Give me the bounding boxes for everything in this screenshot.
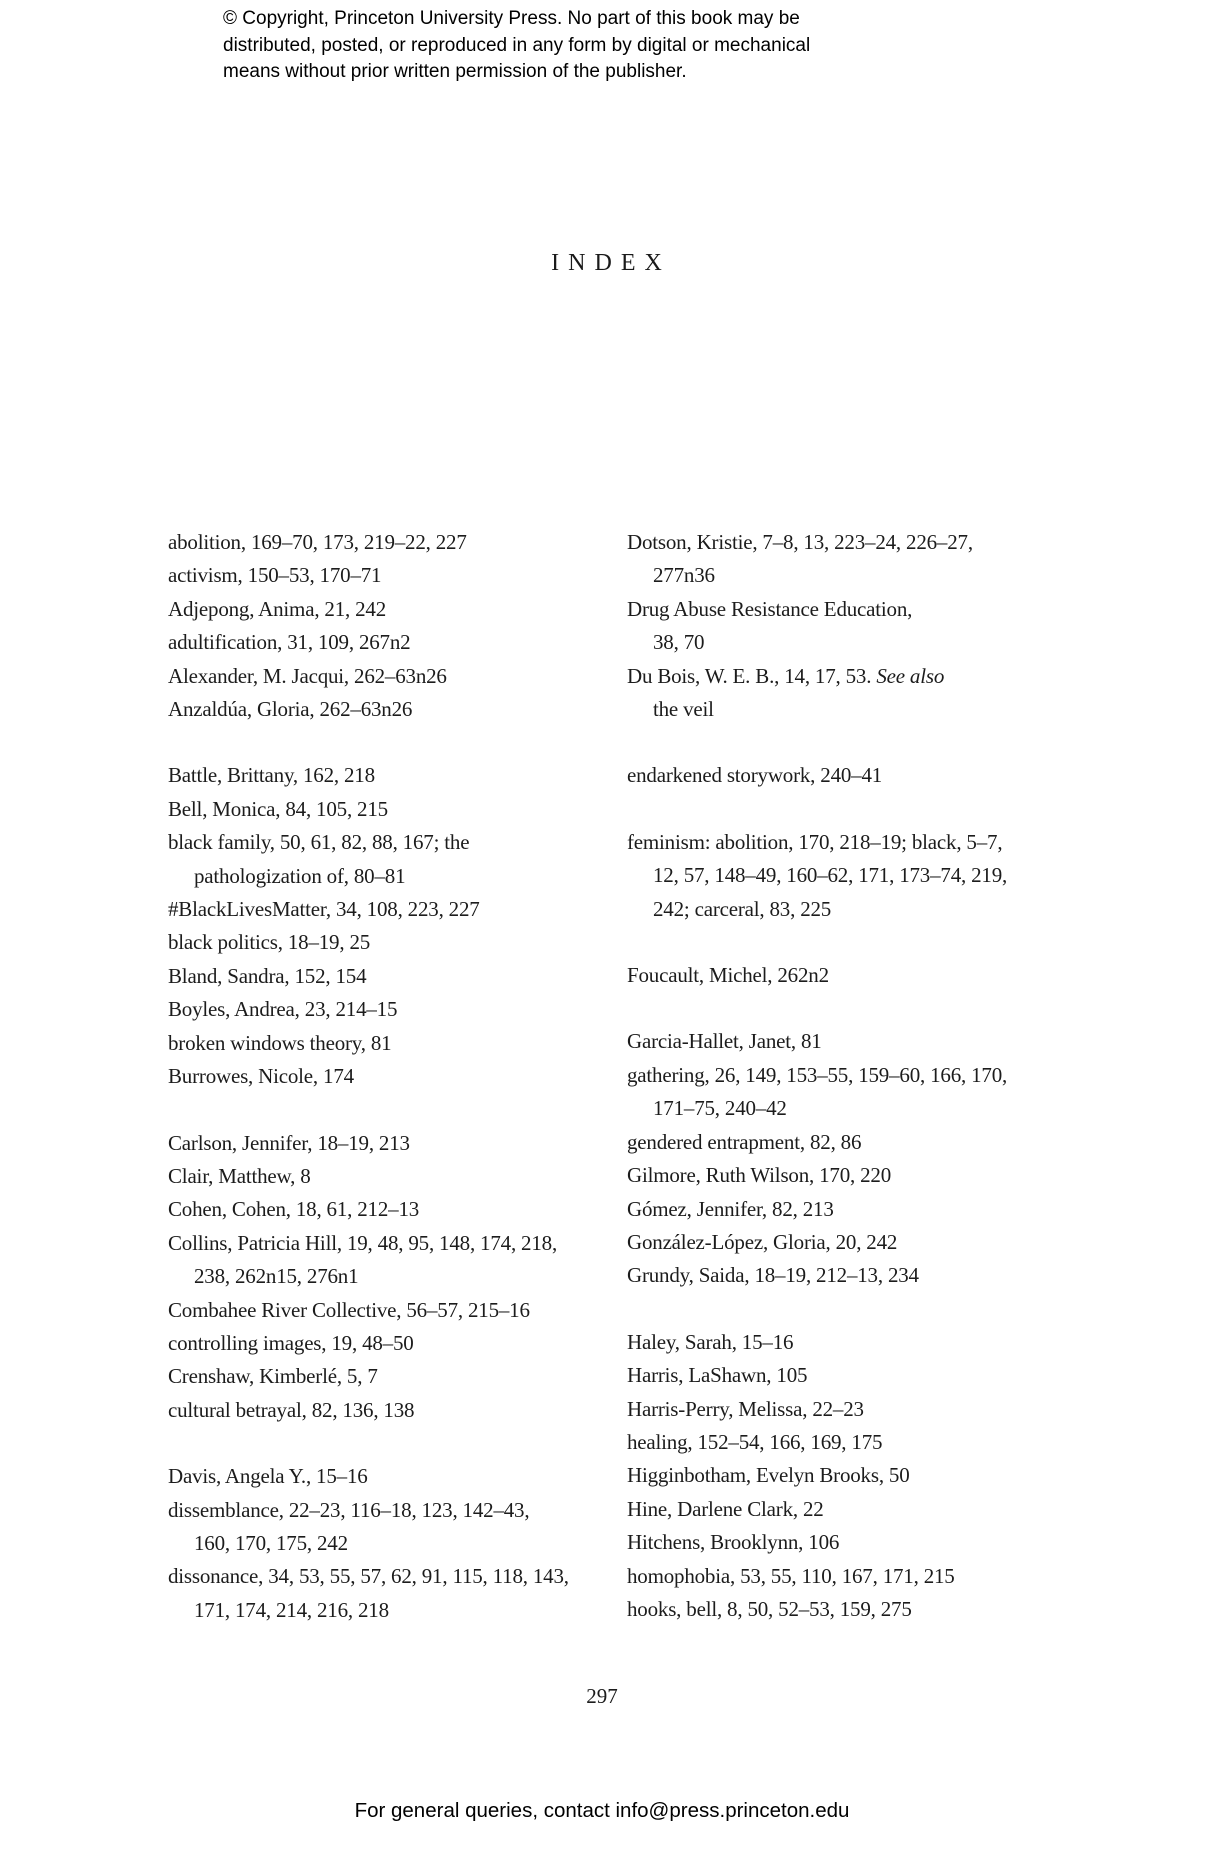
copyright-line: means without prior written permission of the publisher. [223, 61, 687, 82]
index-column-left [168, 526, 593, 1627]
index-entry: Bell, Monica, 84, 105, 215 [168, 796, 388, 821]
index-entry: cultural betrayal, 82, 136, 138 [168, 1397, 415, 1422]
index-entry-continuation: 238, 262n15, 276n1 [194, 1264, 359, 1289]
index-entry: gendered entrapment, 82, 86 [627, 1129, 862, 1154]
index-entry: abolition, 169–70, 173, 219–22, 227 [168, 530, 467, 554]
index-entry: healing, 152–54, 166, 169, 175 [627, 1429, 883, 1454]
index-entry-continuation: 171–75, 240–42 [653, 1096, 787, 1121]
index-group [168, 1460, 593, 1627]
index-entry: Grundy, Saida, 18–19, 212–13, 234 [627, 1263, 919, 1288]
index-entry: Bland, Sandra, 152, 154 [168, 963, 367, 988]
index-group [168, 759, 593, 1093]
index-group [627, 1326, 1067, 1627]
index-entry: Foucault, Michel, 262n2 [627, 963, 829, 988]
index-entry-continuation: 12, 57, 148–49, 160–62, 171, 173–74, 219, [653, 863, 1008, 888]
index-group [627, 826, 1067, 926]
index-group [627, 759, 1067, 792]
index-group [627, 526, 1067, 726]
index-entry-continuation: 160, 170, 175, 242 [194, 1530, 348, 1555]
index-entry: Burrowes, Nicole, 174 [168, 1064, 354, 1089]
index-entry: Harris, LaShawn, 105 [627, 1363, 808, 1388]
index-entry: #BlackLivesMatter, 34, 108, 223, 227 [168, 897, 480, 922]
footer-contact: For general queries, contact info@press.princeton.edu [354, 1799, 850, 1822]
index-entry: Combahee River Collective, 56–57, 215–16 [168, 1297, 530, 1322]
index-entry: adultification, 31, 109, 267n2 [168, 630, 411, 655]
index-entry: Collins, Patricia Hill, 19, 48, 95, 148, 174, 218, [168, 1230, 557, 1255]
index-entry: Battle, Brittany, 162, 218 [168, 763, 375, 788]
copyright-line: © Copyright, Princeton University Press. No part of this book may be [223, 8, 800, 29]
index-entry: Gilmore, Ruth Wilson, 170, 220 [627, 1163, 892, 1188]
index-column-right [627, 526, 1067, 1626]
index-group [168, 1127, 593, 1428]
index-entry: Carlson, Jennifer, 18–19, 213 [168, 1130, 410, 1155]
index-entry: Drug Abuse Resistance Education, [627, 596, 913, 621]
index-group [627, 1025, 1067, 1292]
copyright-notice [223, 6, 810, 86]
page-title: INDEX [551, 250, 671, 276]
index-entry: dissemblance, 22–23, 116–18, 123, 142–43, [168, 1497, 530, 1522]
index-entry: Higginbotham, Evelyn Brooks, 50 [627, 1463, 910, 1488]
index-entry: hooks, bell, 8, 50, 52–53, 159, 275 [627, 1596, 912, 1621]
index-entry: feminism: abolition, 170, 218–19; black, 5–7, [627, 829, 1003, 854]
index-entry: activism, 150–53, 170–71 [168, 563, 382, 588]
index-entry: Haley, Sarah, 15–16 [627, 1329, 794, 1354]
index-entry: broken windows theory, 81 [168, 1030, 392, 1055]
copyright-line: distributed, posted, or reproduced in any form by digital or mechanical [223, 34, 811, 56]
index-entry: Adjepong, Anima, 21, 242 [168, 596, 387, 621]
index-entry-continuation: 277n36 [653, 563, 715, 588]
page-number: 297 [586, 1684, 618, 1708]
index-group [627, 959, 1067, 992]
index-group [168, 526, 593, 726]
index-entry: homophobia, 53, 55, 110, 167, 171, 215 [627, 1563, 955, 1588]
index-entry: endarkened storywork, 240–41 [627, 763, 883, 788]
index-entry: González-López, Gloria, 20, 242 [627, 1229, 898, 1254]
index-entry: black politics, 18–19, 25 [168, 930, 371, 955]
index-entry: Harris-Perry, Melissa, 22–23 [627, 1396, 864, 1421]
index-entry-continuation: 171, 174, 214, 216, 218 [194, 1597, 389, 1622]
index-entry-continuation: 242; carceral, 83, 225 [653, 896, 832, 921]
index-entry-continuation: the veil [653, 697, 714, 722]
index-entry: Boyles, Andrea, 23, 214–15 [168, 997, 398, 1022]
index-entry: gathering, 26, 149, 153–55, 159–60, 166, 170, [627, 1062, 1008, 1087]
index-entry: Anzaldúa, Gloria, 262–63n26 [168, 697, 413, 722]
index-columns [168, 526, 1067, 1627]
index-entry-continuation: pathologization of, 80–81 [194, 863, 406, 888]
index-entry-continuation: 38, 70 [653, 630, 705, 655]
index-entry: Du Bois, W. E. B., 14, 17, 53. See also [627, 663, 945, 688]
index-entry: controlling images, 19, 48–50 [168, 1330, 414, 1355]
index-entry: Hine, Darlene Clark, 22 [627, 1496, 824, 1521]
index-entry: black family, 50, 61, 82, 88, 167; the [168, 830, 470, 855]
index-entry: Gómez, Jennifer, 82, 213 [627, 1196, 834, 1221]
index-entry: Crenshaw, Kimberlé, 5, 7 [168, 1364, 378, 1389]
index-entry: Cohen, Cohen, 18, 61, 212–13 [168, 1197, 420, 1222]
see-also-reference: See also [876, 663, 945, 688]
index-entry: Dotson, Kristie, 7–8, 13, 223–24, 226–27, [627, 530, 973, 554]
index-entry: Hitchens, Brooklynn, 106 [627, 1530, 840, 1555]
index-entry: Davis, Angela Y., 15–16 [168, 1464, 368, 1489]
index-entry: dissonance, 34, 53, 55, 57, 62, 91, 115, 118, 143, [168, 1564, 569, 1589]
index-entry: Garcia-Hallet, Janet, 81 [627, 1029, 822, 1054]
index-entry: Clair, Matthew, 8 [168, 1163, 311, 1188]
index-entry: Alexander, M. Jacqui, 262–63n26 [168, 663, 447, 688]
